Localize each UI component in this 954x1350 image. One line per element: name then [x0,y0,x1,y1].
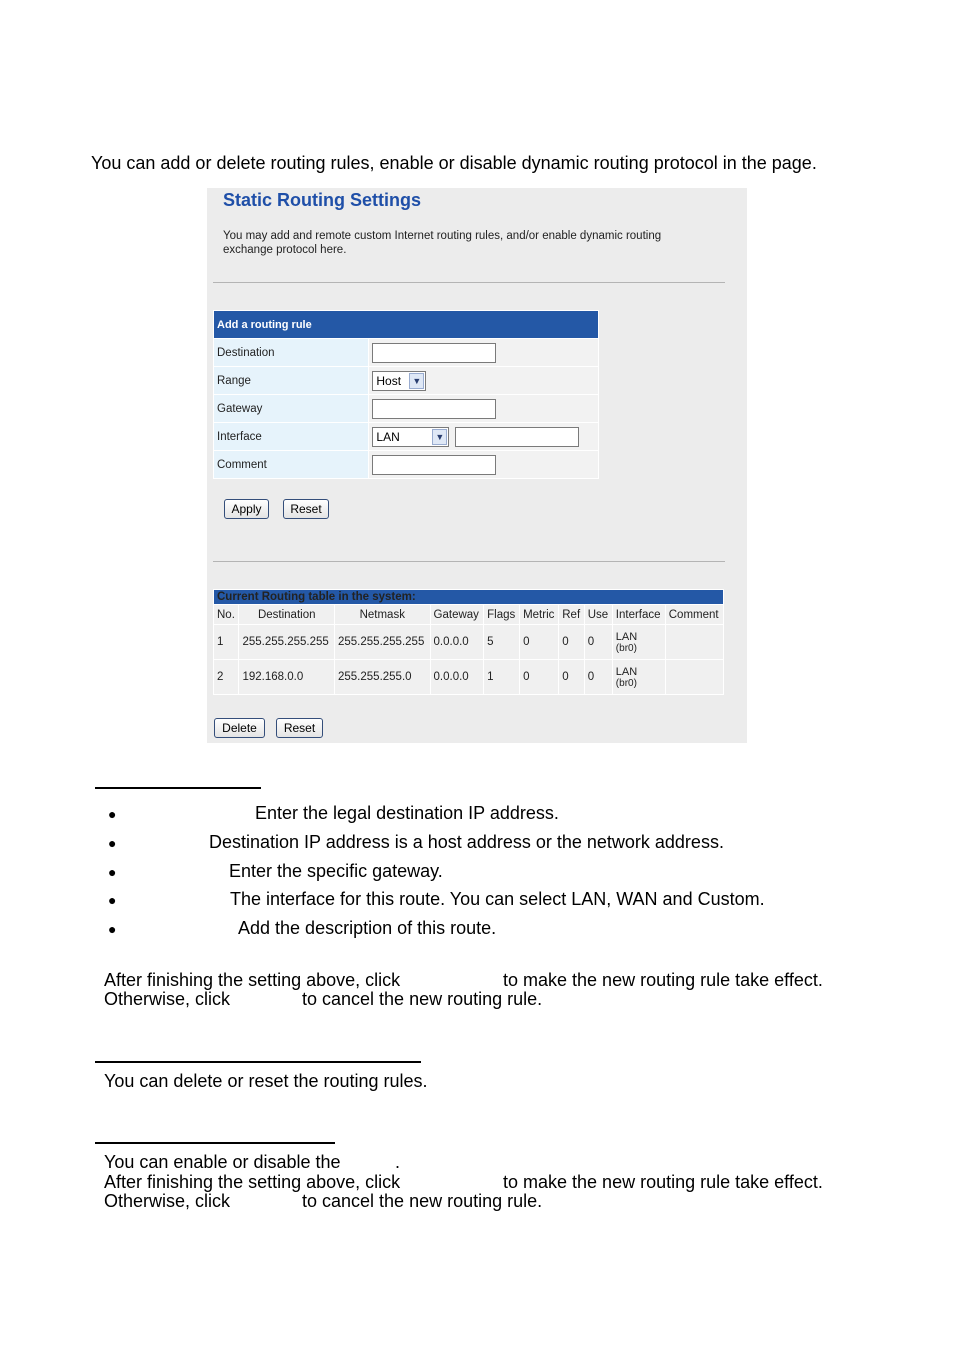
col-no: No. [214,605,238,624]
cell-comment [666,660,723,694]
bullet-comment: Add the description of this route. [238,918,497,938]
destination-label: Destination [214,339,368,366]
chevron-down-icon: ▼ [432,429,447,445]
cell-metric: 0 [520,660,558,694]
col-metric: Metric [520,605,558,624]
cell-comment [666,625,723,659]
table-row[interactable] [214,625,723,659]
routing-table [213,589,724,695]
gateway-input[interactable] [372,399,496,419]
delete-button[interactable]: Delete [214,718,265,738]
bullet-icon: ● [108,835,117,851]
cell-gateway: 0.0.0.0 [431,625,484,659]
interface-name: LAN [615,630,638,643]
bullet-range: Destination IP address is a host address or the network address. [209,832,724,852]
cell-interface [613,660,665,694]
col-ref: Ref [559,605,583,624]
page-title: Static Routing Settings [223,190,421,210]
comment-label: Comment [214,451,368,478]
cell-use: 0 [585,625,612,659]
bullet-icon: ● [108,864,117,880]
reset-button[interactable]: Reset [283,499,329,519]
col-use: Use [585,605,612,624]
add-rule-header: Add a routing rule [214,311,598,338]
cell-ref: 0 [559,660,583,694]
section-heading-underline [95,1061,421,1063]
section3-line1-start: After finishing the setting above, click [104,1172,401,1192]
bullet-gateway: Enter the specific gateway. [229,861,443,881]
para1-line2-start: Otherwise, click [104,989,231,1009]
cell-destination: 192.168.0.0 [239,660,334,694]
section3-line2-end: to cancel the new routing rule. [302,1191,543,1211]
para1-line2-end: to cancel the new routing rule. [302,989,543,1009]
range-select[interactable] [372,371,426,391]
cell-gateway: 0.0.0.0 [431,660,484,694]
col-netmask: Netmask [335,605,430,624]
cell-interface [613,625,665,659]
apply-button[interactable]: Apply [224,499,269,519]
cell-use: 0 [585,660,612,694]
divider [213,282,725,283]
col-comment: Comment [666,605,723,624]
divider [213,561,725,562]
col-destination: Destination [239,605,334,624]
interface-custom-input[interactable] [455,427,579,447]
para1-line1-end: to make the new routing rule take effect. [503,970,823,990]
bullet-icon: ● [108,921,117,937]
static-routing-panel [207,188,747,743]
section-heading-underline [95,787,261,789]
interface-device: (br0) [615,642,637,654]
intro-text: You can add or delete routing rules, enable or disable dynamic routing protocol in the page. [91,153,817,173]
interface-label: Interface [214,423,368,450]
cell-flags: 5 [484,625,519,659]
interface-select-value: LAN [376,429,400,444]
col-interface: Interface [613,605,665,624]
destination-input[interactable] [372,343,496,363]
cell-metric: 0 [520,625,558,659]
interface-name: LAN [615,665,638,678]
section2-text: You can delete or reset the routing rules. [104,1071,428,1091]
range-label: Range [214,367,368,394]
section-heading-underline [95,1142,335,1144]
section3-line0-end: . [395,1152,401,1172]
cell-ref: 0 [559,625,583,659]
col-gateway: Gateway [431,605,484,624]
para1-line1-start: After finishing the setting above, click [104,970,401,990]
col-flags: Flags [484,605,519,624]
cell-no: 2 [214,660,238,694]
cell-no: 1 [214,625,238,659]
interface-device: (br0) [615,677,637,689]
range-select-value: Host [376,373,402,388]
table-row[interactable] [214,660,723,694]
bullet-icon: ● [108,892,117,908]
cell-netmask: 255.255.255.0 [335,660,430,694]
chevron-down-icon: ▼ [409,373,424,389]
comment-input[interactable] [372,455,496,475]
page-description: You may add and remote custom Internet routing rules, and/or enable dynamic routing exchange protocol here. [223,230,662,256]
cell-destination: 255.255.255.255 [239,625,334,659]
bullet-destination: Enter the legal destination IP address. [255,803,559,823]
add-rule-table [213,310,599,479]
interface-select[interactable] [372,427,449,447]
section3-line0-start: You can enable or disable the [104,1152,341,1172]
bullet-interface: The interface for this route. You can select LAN, WAN and Custom. [230,889,765,909]
routing-table-header: Current Routing table in the system: [214,590,723,604]
cell-netmask: 255.255.255.255 [335,625,430,659]
cell-flags: 1 [484,660,519,694]
bullet-icon: ● [108,806,117,822]
reset-table-button[interactable]: Reset [276,718,323,738]
section3-line1-end: to make the new routing rule take effect. [503,1172,823,1192]
gateway-label: Gateway [214,395,368,422]
section3-line2-start: Otherwise, click [104,1191,231,1211]
